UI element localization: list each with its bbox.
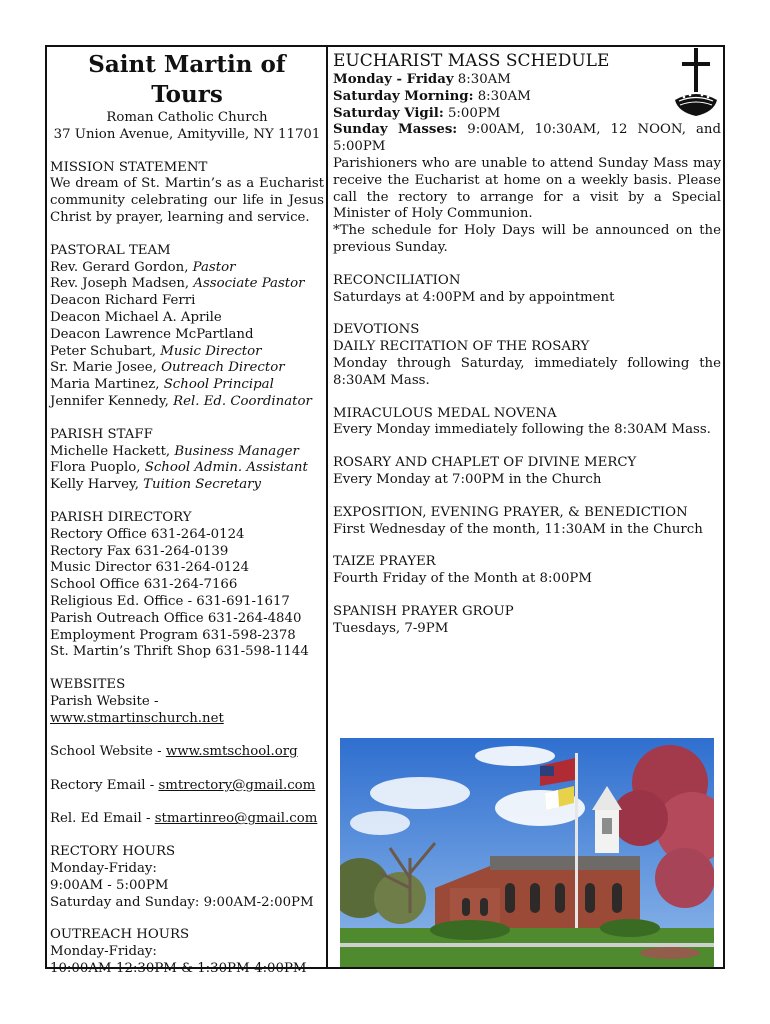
cross-icon (670, 48, 722, 120)
hours-line: 10:00AM-12:30PM & 1:30PM-4:00PM (50, 961, 307, 977)
devotion-title: EXPOSITION, EVENING PRAYER, & BENEDICTION (333, 504, 688, 520)
directory-entry: Rectory Fax 631-264-0139 (50, 543, 229, 559)
mass-row: Monday - Friday 8:30AM (333, 72, 511, 87)
church-subtitle: Roman Catholic Church (106, 110, 268, 125)
parish-staff-heading: PARISH STAFF (50, 426, 153, 442)
rectory-email-line: Rectory Email - smtrectory@gmail.com (50, 777, 316, 793)
hours-line: 9:00AM - 5:00PM (50, 877, 169, 893)
devotion-text: First Wednesday of the month, 11:30AM in the Church (333, 521, 703, 537)
column-divider (326, 45, 328, 969)
parish-website-link[interactable]: www.stmartinschurch.net (50, 710, 224, 726)
devotion-text: Tuesdays, 7-9PM (333, 620, 449, 636)
directory-entry: Parish Outreach Office 631-264-4840 (50, 610, 302, 626)
directory-entry: School Office 631-264-7166 (50, 577, 238, 593)
school-website-link[interactable]: www.smtschool.org (165, 744, 298, 760)
reled-email-link[interactable]: stmartinreo@gmail.com (154, 811, 318, 827)
staff-line: Kelly Harvey, Tuition Secretary (50, 477, 262, 493)
directory-entry: Religious Ed. Office - 631-691-1617 (50, 593, 290, 609)
rectory-email-link[interactable]: smtrectory@gmail.com (158, 777, 316, 793)
devotion-title: TAIZE PRAYER (333, 554, 436, 570)
staff-line: Flora Puoplo, School Admin. Assistant (50, 460, 308, 476)
staff-line: Michelle Hackett, Business Manager (50, 443, 299, 459)
home-communion-note: Parishioners who are unable to attend Sunday Mass may receive the Eucharist at home on a weekly basis. Please call the rectory to arrange for a visit by a Special Minister of Holy Communion. (333, 155, 721, 222)
directory-entry: Rectory Office 631-264-0124 (50, 526, 245, 542)
websites-section (50, 677, 324, 828)
directory-entry: Employment Program 631-598-2378 (50, 627, 296, 643)
reled-email-line: Rel. Ed Email - stmartinreo@gmail.com (50, 811, 318, 827)
devotion-text: Monday through Saturday, immediately following the 8:30AM Mass. (333, 355, 721, 388)
outreach-hours-section (50, 927, 324, 977)
church-name: Saint Martin of Tours (88, 51, 286, 108)
parish-staff-section (50, 427, 324, 494)
staff-line: Maria Martinez, School Principal (50, 377, 274, 393)
hours-line: Saturday and Sunday: 9:00AM-2:00PM (50, 894, 314, 910)
reconciliation-section (333, 273, 721, 307)
pastoral-team-section (50, 243, 324, 411)
reconciliation-heading: RECONCILIATION (333, 272, 461, 288)
mass-row: Saturday Vigil: 5:00PM (333, 105, 501, 121)
websites-heading: WEBSITES (50, 677, 126, 693)
staff-line: Jennifer Kennedy, Rel. Ed. Coordinator (50, 393, 312, 409)
parish-website-label: Parish Website - (50, 693, 159, 709)
outreach-hours-heading: OUTREACH HOURS (50, 927, 190, 943)
staff-line: Sr. Marie Josee, Outreach Director (50, 360, 285, 376)
pastoral-team-heading: PASTORAL TEAM (50, 242, 171, 258)
devotion-text: Every Monday immediately following the 8:30AM Mass. (333, 422, 711, 438)
parish-directory-section (50, 510, 324, 661)
parish-directory-heading: PARISH DIRECTORY (50, 509, 192, 525)
mission-section (50, 160, 324, 227)
hours-line: Monday-Friday: (50, 861, 157, 877)
devotion-text: Every Monday at 7:00PM in the Church (333, 471, 602, 487)
staff-line: Deacon Richard Ferri (50, 293, 196, 309)
right-column (333, 50, 721, 638)
rectory-hours-section (50, 844, 324, 911)
staff-line: Peter Schubart, Music Director (50, 343, 262, 359)
left-column (50, 50, 324, 978)
staff-line: Deacon Michael A. Aprile (50, 309, 222, 325)
devotions-section (333, 322, 721, 637)
devotion-title: SPANISH PRAYER GROUP (333, 603, 514, 619)
mass-row: Sunday Masses: 9:00AM, 10:30AM, 12 NOON, and 5:00PM (333, 122, 721, 155)
mission-text: We dream of St. Martin’s as a Eucharist community celebrating our life in Jesus Christ by prayer, learning and service. (50, 176, 324, 225)
mass-row: Saturday Morning: 8:30AM (333, 88, 531, 104)
staff-line: Deacon Lawrence McPartland (50, 326, 254, 342)
devotion-title: ROSARY AND CHAPLET OF DIVINE MERCY (333, 455, 637, 471)
directory-entry: Music Director 631-264-0124 (50, 560, 250, 576)
staff-line: Rev. Gerard Gordon, Pastor (50, 259, 236, 275)
holy-days-note: *The schedule for Holy Days will be announced on the previous Sunday. (333, 223, 721, 255)
directory-entry: St. Martin’s Thrift Shop 631-598-1144 (50, 644, 309, 660)
reconciliation-text: Saturdays at 4:00PM and by appointment (333, 289, 615, 305)
devotion-text: Fourth Friday of the Month at 8:00PM (333, 571, 592, 587)
staff-line: Rev. Joseph Madsen, Associate Pastor (50, 276, 305, 292)
devotion-title: MIRACULOUS MEDAL NOVENA (333, 405, 557, 421)
mass-schedule-heading: EUCHARIST MASS SCHEDULE (333, 51, 610, 71)
rectory-hours-heading: RECTORY HOURS (50, 844, 176, 860)
devotions-heading: DEVOTIONS (333, 322, 420, 338)
church-address: 37 Union Avenue, Amityville, NY 11701 (53, 126, 321, 142)
hours-line: Monday-Friday: (50, 944, 157, 960)
devotion-title: DAILY RECITATION OF THE ROSARY (333, 339, 590, 355)
school-website-line: School Website - www.smtschool.org (50, 744, 298, 760)
church-photo (340, 738, 714, 967)
mission-heading: MISSION STATEMENT (50, 159, 208, 175)
